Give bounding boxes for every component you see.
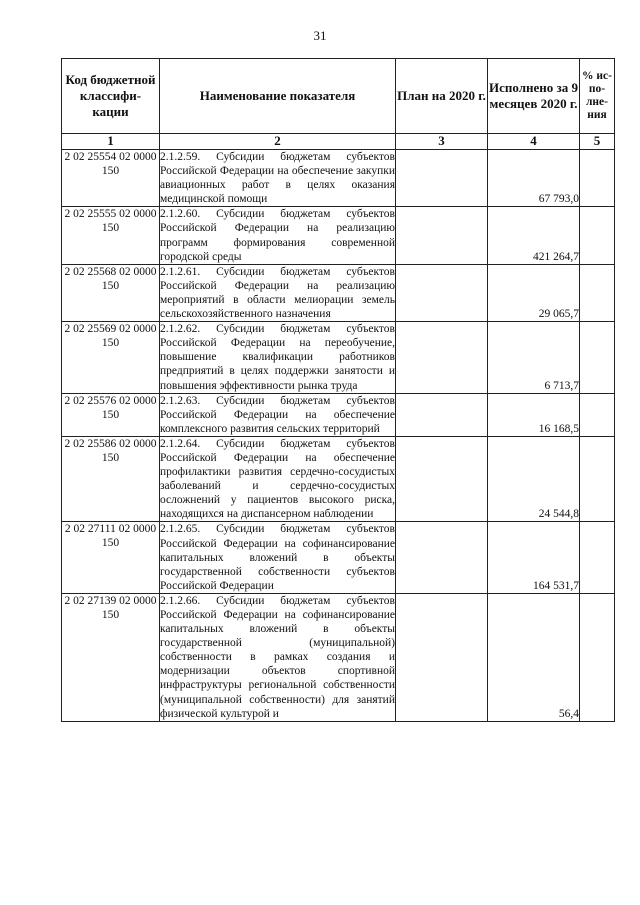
row-plan <box>396 264 488 321</box>
row-code: 2 02 25569 02 0000 150 <box>62 322 160 393</box>
row-name: 2.1.2.60. Субсидии бюджетам субъектов Российской Федерации на реализацию программ формирования современной городской среды <box>160 208 395 263</box>
table-row <box>62 150 615 207</box>
row-pct <box>580 322 615 393</box>
row-code: 2 02 25555 02 0000 150 <box>62 207 160 264</box>
header-done: Исполнено за 9 месяцев 2020 г. <box>488 59 580 134</box>
row-pct <box>580 150 615 207</box>
column-number: 1 <box>62 134 160 150</box>
header-pct: % ис-по-лне-ния <box>580 59 615 134</box>
row-code: 2 02 25554 02 0000 150 <box>62 150 160 207</box>
column-number: 2 <box>160 134 396 150</box>
row-pct <box>580 522 615 593</box>
row-pct <box>580 393 615 436</box>
row-plan <box>396 322 488 393</box>
row-pct <box>580 436 615 522</box>
row-plan <box>396 393 488 436</box>
row-name: 2.1.2.64. Субсидии бюджетам субъектов Российской Федерации на обеспечение профилактики развития сердечно-сосудистых заболеваний и сердечно-сосудистых осложнений у пациентов высокого риска, находящихся на диспансерном наблюдении <box>160 437 395 521</box>
row-done: 16 168,5 <box>488 393 580 436</box>
row-done: 164 531,7 <box>488 522 580 593</box>
row-plan <box>396 522 488 593</box>
column-number: 3 <box>396 134 488 150</box>
row-done: 24 544,8 <box>488 436 580 522</box>
row-done: 6 713,7 <box>488 322 580 393</box>
row-name: 2.1.2.61. Субсидии бюджетам субъектов Российской Федерации на реализацию мероприятий в области мелиорации земель сельскохозяйственного назначения <box>160 265 395 321</box>
header-code: Код бюджетной классифи-кации <box>62 59 160 134</box>
row-name: 2.1.2.66. Субсидии бюджетам субъектов Российской Федерации на софинансирование капитальных вложений в объекты государственной (муниципальной) собственности в рамках создания и модернизации объектов спортивной инфраструктуры региональной собственности (муниципальной собственности) для занятий физической культурой и <box>160 594 395 720</box>
row-plan <box>396 436 488 522</box>
row-code: 2 02 27111 02 0000 150 <box>62 522 160 593</box>
row-done: 56,4 <box>488 593 580 721</box>
row-code: 2 02 25576 02 0000 150 <box>62 393 160 436</box>
row-plan <box>396 207 488 264</box>
row-name: 2.1.2.63. Субсидии бюджетам субъектов Российской Федерации на обеспечение комплексного развития сельских территорий <box>160 394 395 435</box>
row-done: 29 065,7 <box>488 264 580 321</box>
row-code: 2 02 27139 02 0000 150 <box>62 593 160 721</box>
row-code: 2 02 25568 02 0000 150 <box>62 264 160 321</box>
row-plan <box>396 150 488 207</box>
row-pct <box>580 264 615 321</box>
row-plan <box>396 593 488 721</box>
row-done: 421 264,7 <box>488 207 580 264</box>
column-number: 5 <box>580 134 615 150</box>
header-plan: План на 2020 г. <box>396 59 488 134</box>
row-pct <box>580 593 615 721</box>
column-number-row <box>62 134 615 150</box>
row-code: 2 02 25586 02 0000 150 <box>62 436 160 522</box>
row-name: 2.1.2.62. Субсидии бюджетам субъектов Российской Федерации на переобучение, повышение квалификации работников предприятий в целях поддержки занятости и повышения эффективности рынка труда <box>160 323 395 392</box>
table-row <box>62 322 615 393</box>
table-header-row <box>62 59 615 134</box>
table-row <box>62 522 615 593</box>
row-name: 2.1.2.65. Субсидии бюджетам субъектов Российской Федерации на софинансирование капитальных вложений в объекты государственной собственности субъектов Российской Федерации <box>160 523 395 592</box>
table-row <box>62 436 615 522</box>
page-number: 31 <box>313 28 327 43</box>
table-row <box>62 593 615 721</box>
table-row <box>62 207 615 264</box>
row-done: 67 793,0 <box>488 150 580 207</box>
header-name: Наименование показателя <box>160 59 396 134</box>
row-pct <box>580 207 615 264</box>
budget-table <box>61 58 615 722</box>
row-name: 2.1.2.59. Субсидии бюджетам субъектов Российской Федерации на обеспечение закупки авиационных работ в целях оказания медицинской помощи <box>160 151 395 206</box>
table-row <box>62 393 615 436</box>
table-row <box>62 264 615 321</box>
column-number: 4 <box>488 134 580 150</box>
